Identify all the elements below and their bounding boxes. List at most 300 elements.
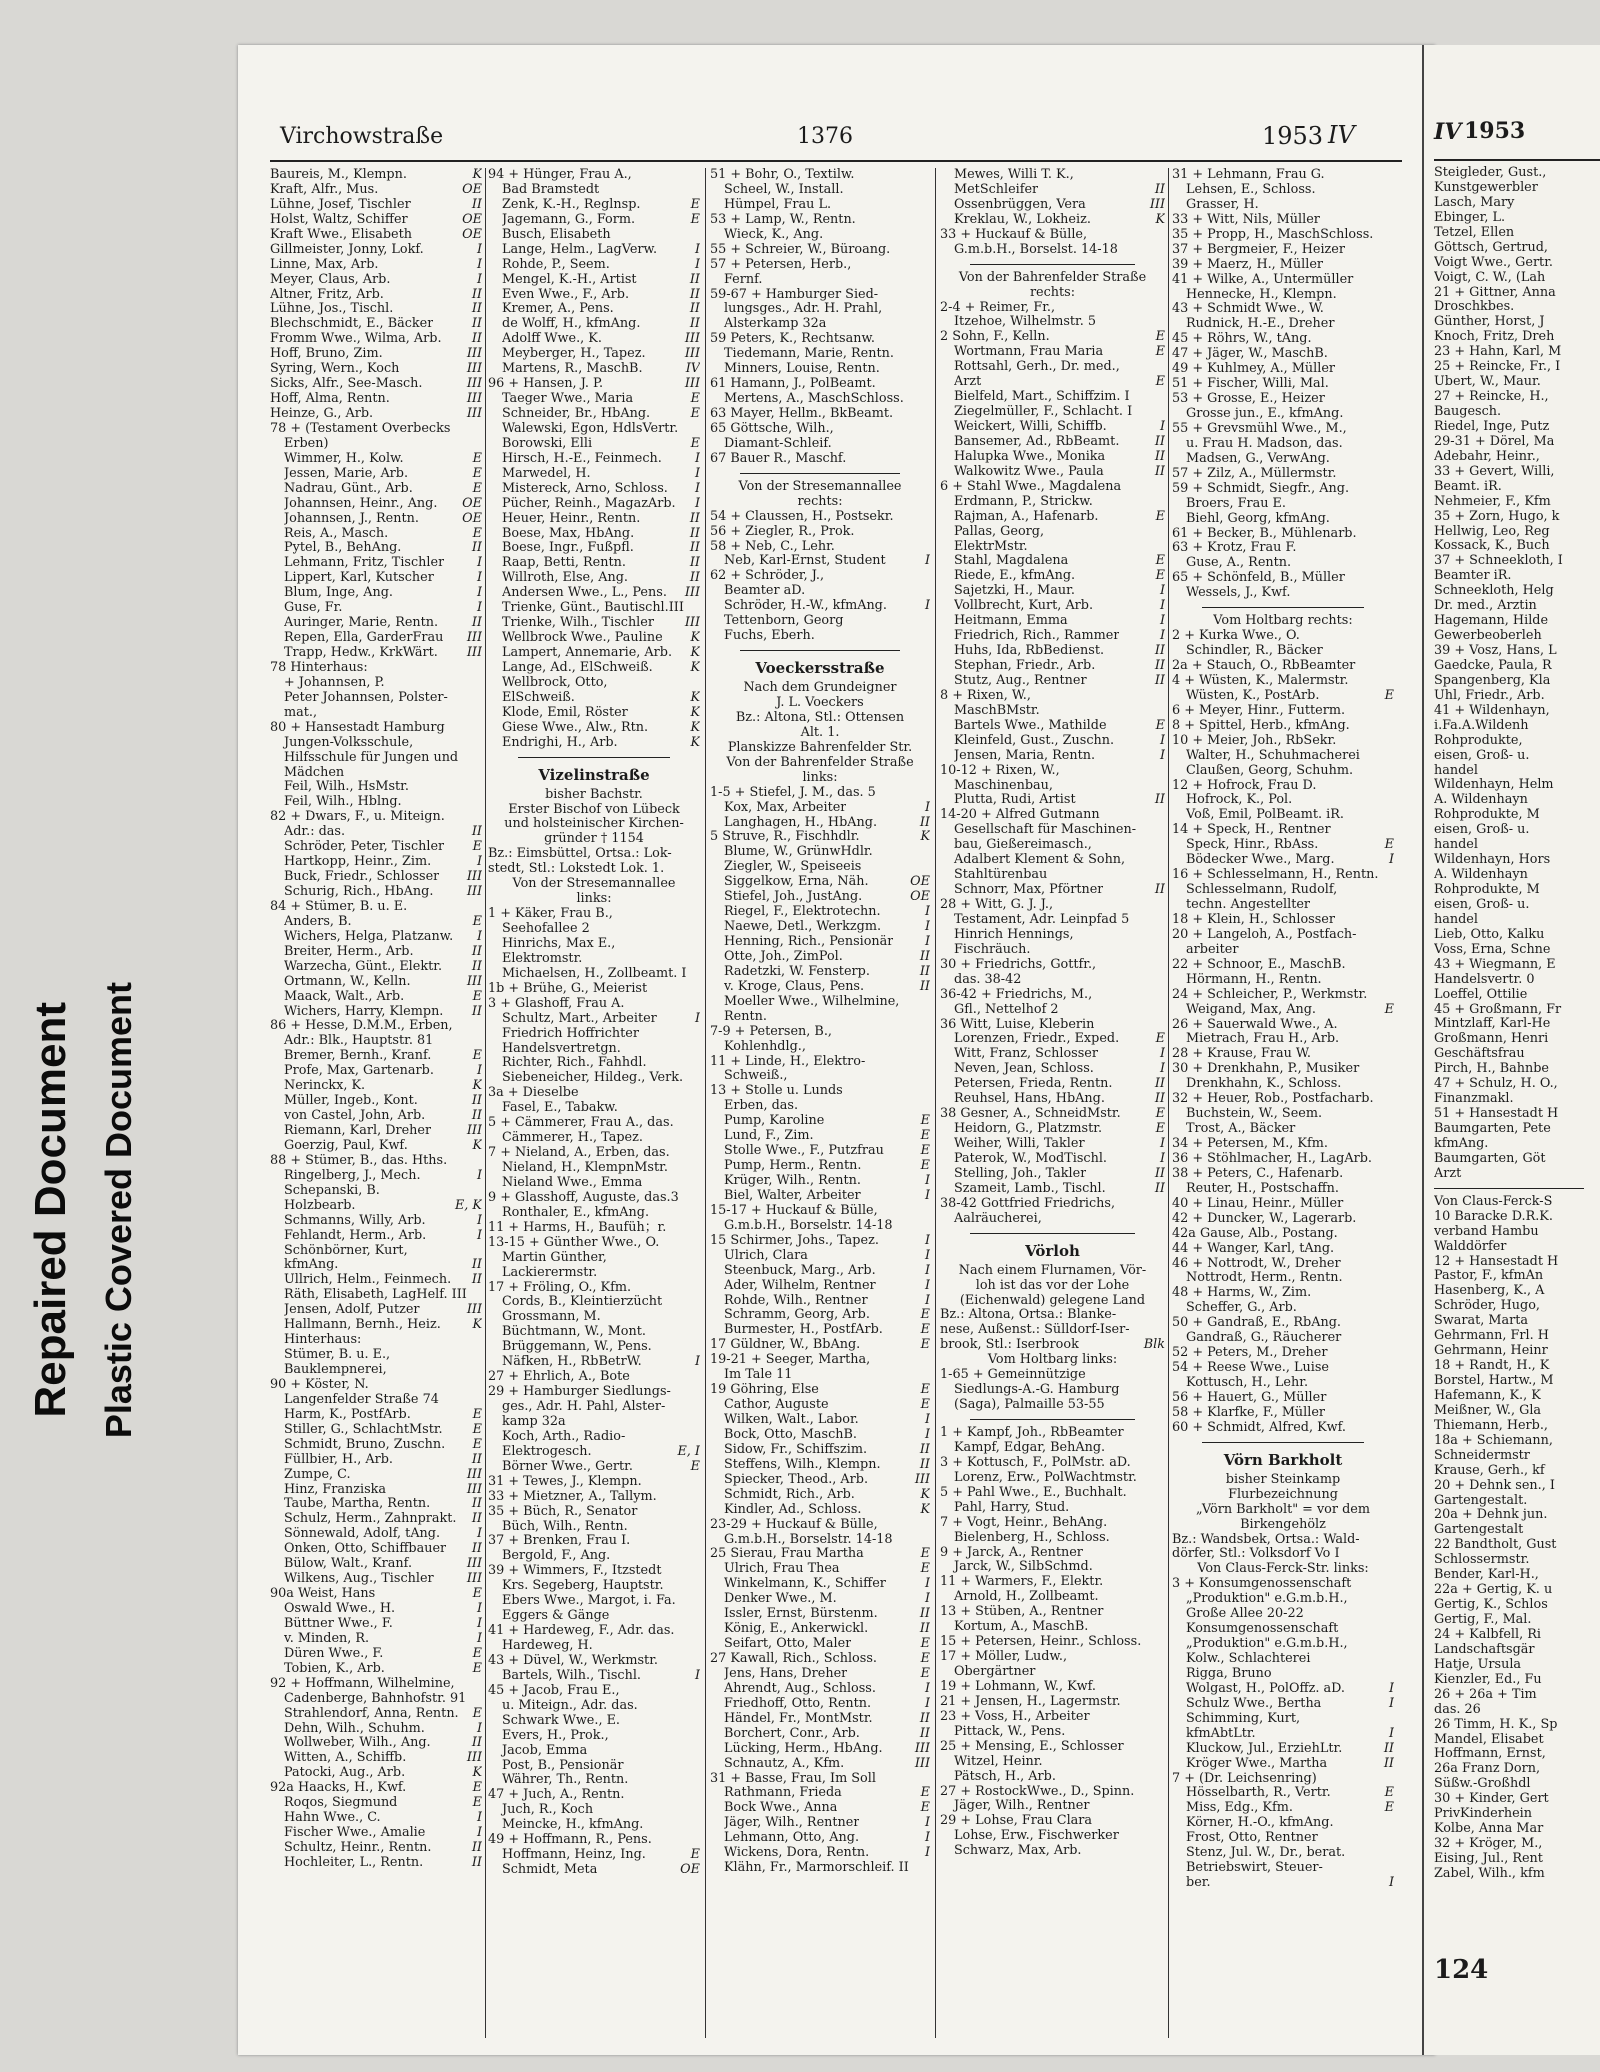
- directory-entry: [270, 527, 482, 542]
- street-note: Alt. 1.: [800, 725, 840, 740]
- entry-name: Klode, Emil, Röster: [502, 705, 628, 720]
- directory-entry: Michaelsen, H., Zollbeamt. I: [502, 966, 687, 981]
- entry-name: Raap, Betti, Rentn.: [502, 556, 626, 571]
- entry-name: Kluckow, Jul., ErziehLtr.: [1186, 1741, 1343, 1756]
- column-divider: [935, 168, 936, 2038]
- directory-entry: Kunstgewerbler: [1434, 180, 1538, 195]
- directory-entry: Rigga, Bruno: [1186, 1666, 1272, 1681]
- entry-floor: I: [924, 1816, 930, 1831]
- street-note: rechts:: [1029, 285, 1076, 300]
- street-note: (Eichenwald) gelegene Land: [959, 1293, 1146, 1308]
- directory-entry: [710, 890, 930, 905]
- directory-entry: Uhl, Friedr., Arb.: [1434, 688, 1545, 703]
- directory-entry: [940, 659, 1165, 674]
- directory-entry: Pallas, Georg,: [954, 524, 1045, 539]
- directory-entry: Wildenhayn, Hors: [1434, 853, 1551, 868]
- directory-entry: [270, 1796, 482, 1811]
- directory-entry: Reuter, H., Postschaffn.: [1186, 1181, 1339, 1196]
- entry-floor: E: [920, 1562, 930, 1577]
- entry-name: Wickens, Dora, Rentn.: [724, 1846, 870, 1861]
- entry-name: Repen, Ella, GarderFrau: [284, 631, 444, 646]
- directory-entry: [1172, 853, 1394, 868]
- directory-entry: 54 + Claussen, H., Postsekr.: [710, 509, 894, 524]
- directory-entry: Grossmann, M.: [502, 1310, 601, 1325]
- directory-entry: Gartengestalt.: [1434, 1493, 1528, 1508]
- directory-entry: Gertig, F., Mal.: [1434, 1613, 1532, 1627]
- directory-entry: Elektromstr.: [502, 951, 583, 966]
- entry-floor: III: [466, 1124, 482, 1138]
- entry-floor: I: [1159, 1062, 1165, 1077]
- entry-floor: I: [924, 1846, 930, 1861]
- directory-entry: 13 + Stolle u. Lunds: [710, 1084, 843, 1099]
- directory-entry: [488, 302, 700, 317]
- directory-entry: [940, 674, 1165, 689]
- directory-entry: 32 + Heuer, Rob., Postfacharb.: [1172, 1092, 1374, 1107]
- directory-entry: [488, 571, 700, 586]
- directory-entry: 2-4 + Reimer, Fr.,: [940, 300, 1056, 315]
- directory-entry: [270, 1512, 482, 1527]
- directory-entry: 78 + (Testament Overbecks: [270, 421, 451, 436]
- entry-name: Lange, Ad., ElSchweiß.: [502, 660, 653, 675]
- directory-entry: [710, 1308, 930, 1323]
- directory-entry: Adebahr, Heinr.,: [1434, 449, 1540, 464]
- directory-entry: Ziegelmüller, F., Schlacht. I: [954, 405, 1133, 420]
- entry-name: Guse, Fr.: [284, 601, 343, 616]
- street-note: gründer † 1154: [544, 832, 644, 847]
- directory-entry: [940, 1137, 1165, 1152]
- directory-entry: Buchstein, W., Seem.: [1186, 1107, 1323, 1122]
- entry-floor: II: [1154, 449, 1165, 464]
- entry-name: Petersen, Frieda, Rentn.: [954, 1077, 1113, 1092]
- directory-entry: [710, 1682, 930, 1697]
- directory-entry: [270, 571, 482, 586]
- entry-name: Lühne, Jos., Tischl.: [270, 302, 394, 317]
- directory-entry: [940, 1032, 1165, 1047]
- directory-entry: 63 + Krotz, Frau F.: [1172, 541, 1297, 556]
- directory-entry: [710, 1114, 930, 1129]
- entry-name: 92a Haacks, H., Kwf.: [270, 1781, 407, 1796]
- stamp-line-1: Repaired Document: [26, 1002, 75, 1418]
- directory-entry: Drenkhahn, K., Schloss.: [1186, 1077, 1342, 1092]
- directory-entry: Mertens, A., MaschSchloss.: [724, 392, 904, 407]
- directory-entry: [270, 870, 482, 885]
- entry-floor: I: [694, 242, 700, 257]
- directory-entry: [270, 1632, 482, 1647]
- directory-entry: nese, Außenst.: Sülldorf-Iser-: [940, 1323, 1130, 1338]
- directory-entry: Gartengestalt: [1434, 1523, 1524, 1538]
- column-divider: [705, 168, 706, 2038]
- directory-entry: [710, 1712, 930, 1727]
- directory-entry: [940, 1338, 1165, 1353]
- directory-entry: [710, 1727, 930, 1742]
- page-year: 1953: [1262, 122, 1324, 150]
- directory-entry: 1b + Brühe, G., Meierist: [488, 981, 648, 996]
- entry-name: Stiefel, Joh., JustAng.: [724, 890, 863, 905]
- entry-name: Paterok, W., ModTischl.: [954, 1151, 1107, 1166]
- entry-floor: E: [920, 1323, 930, 1338]
- directory-entry: [710, 1398, 930, 1413]
- directory-entry: bau, Gießereimasch.,: [954, 838, 1092, 853]
- entry-name: Issler, Ernst, Bürstenm.: [724, 1607, 878, 1622]
- entry-floor: E: [472, 1407, 482, 1422]
- entry-name: Schulz, Herm., Zahnprakt.: [284, 1512, 457, 1527]
- entry-floor: I: [1159, 1047, 1165, 1062]
- entry-name: Händel, Fr., MontMstr.: [724, 1711, 873, 1726]
- directory-entry: [710, 816, 930, 831]
- directory-entry: [1172, 1757, 1394, 1772]
- entry-name: Sajetzki, H., Maur.: [954, 584, 1075, 599]
- entry-floor: III: [684, 616, 700, 631]
- entry-floor: I: [924, 905, 930, 920]
- directory-entry: 18a + Schiemann,: [1434, 1433, 1553, 1448]
- entry-floor: III: [466, 1482, 482, 1497]
- entry-name: Bock, Otto, MaschB.: [724, 1427, 857, 1442]
- directory-entry: [270, 1662, 482, 1677]
- directory-entry: [270, 1647, 482, 1662]
- directory-entry: [270, 1856, 482, 1871]
- directory-entry: Pittack, W., Pens.: [954, 1724, 1066, 1739]
- directory-entry: [488, 392, 700, 407]
- directory-entry: Diamant-Schleif.: [724, 436, 832, 451]
- directory-entry: [940, 435, 1165, 450]
- directory-entry: Meißner, W., Gla: [1434, 1403, 1542, 1418]
- directory-entry: [270, 1199, 482, 1214]
- entry-floor: II: [1383, 1756, 1394, 1771]
- entry-name: Sicks, Alfr., See-Masch.: [270, 377, 423, 392]
- directory-entry: G.m.b.H., Borselst. 14-18: [954, 242, 1118, 257]
- section-rule: [740, 473, 900, 474]
- directory-entry: Rudnick, H.-E., Dreher: [1186, 317, 1335, 332]
- directory-entry: [270, 586, 482, 601]
- directory-entry: [270, 1453, 482, 1468]
- entry-floor: III: [466, 1751, 482, 1766]
- directory-entry: 31 + Tewes, J., Klempn.: [488, 1474, 642, 1489]
- entry-floor: III: [466, 974, 482, 989]
- entry-floor: III: [684, 332, 700, 347]
- entry-floor: II: [1154, 182, 1165, 197]
- entry-floor: E: [1155, 718, 1165, 733]
- entry-floor: II: [919, 1607, 930, 1622]
- entry-floor: II: [471, 541, 482, 556]
- directory-entry: dörfer, Stl.: Volksdorf Vo I: [1172, 1547, 1340, 1562]
- entry-name: Nerinckx, K.: [284, 1079, 366, 1094]
- directory-entry: 26a Franz Dorn,: [1434, 1762, 1541, 1777]
- directory-entry: [710, 1577, 930, 1592]
- directory-entry: [1172, 1682, 1394, 1697]
- directory-entry: 50 + Gandraß, E., RbAng.: [1172, 1316, 1341, 1331]
- directory-entry: 61 Hamann, J., PolBeamt.: [710, 377, 876, 392]
- entry-floor: I: [924, 554, 930, 569]
- directory-entry: [710, 980, 930, 995]
- entry-name: Adolff Wwe., K.: [502, 332, 602, 347]
- page-volume: IV: [1328, 121, 1355, 149]
- directory-entry: Hoffmann, Ernst,: [1434, 1747, 1546, 1762]
- directory-entry: [270, 213, 482, 228]
- directory-entry: [270, 975, 482, 990]
- directory-entry: Hafemann, K., K: [1434, 1388, 1541, 1403]
- entry-name: Denker Wwe., M.: [724, 1592, 837, 1607]
- directory-entry: 61 + Becker, B., Mühlenarb.: [1172, 526, 1357, 541]
- directory-entry: [710, 1443, 930, 1458]
- entry-floor: E: [1384, 1786, 1394, 1801]
- entry-name: Wilkens, Aug., Tischler: [284, 1572, 434, 1587]
- directory-entry: Borstel, Hartw., M: [1434, 1374, 1554, 1388]
- directory-entry: [710, 1488, 930, 1503]
- directory-entry: [940, 554, 1165, 569]
- entry-floor: OE: [462, 511, 482, 526]
- directory-entry: [270, 1617, 482, 1632]
- entry-name: 25 Sierau, Frau Martha: [710, 1547, 864, 1562]
- entry-floor: E: [690, 1459, 700, 1474]
- repair-stamp: [0, 950, 168, 1470]
- directory-entry: Büch, Wilh., Rentn.: [502, 1519, 628, 1534]
- directory-entry: Schwark Wwe., E.: [502, 1713, 620, 1728]
- entry-floor: E: [472, 1796, 482, 1811]
- directory-entry: [270, 1064, 482, 1079]
- entry-floor: I: [476, 242, 482, 257]
- entry-name: Wilken, Walt., Labor.: [724, 1413, 859, 1427]
- directory-entry: [940, 614, 1165, 629]
- entry-name: Riegel, F., Elektrotechn.: [724, 905, 881, 920]
- directory-entry: Obergärtner: [954, 1665, 1036, 1679]
- entry-name: Wolgast, H., PolOffz. aD.: [1186, 1681, 1345, 1696]
- entry-name: Lund, F., Zim.: [724, 1129, 814, 1144]
- entry-name: Hirsch, H.-E., Feinmech.: [502, 451, 662, 466]
- directory-entry: [710, 1562, 930, 1577]
- entry-name: Kleinfeld, Gust., Zuschn.: [954, 733, 1115, 748]
- directory-entry: Süßw.-Großhdl: [1434, 1777, 1531, 1792]
- directory-entry: Wellbrock, Otto,: [502, 675, 608, 690]
- street-note: Erster Bischof von Lübeck: [508, 802, 680, 817]
- entry-floor: IV: [685, 362, 700, 377]
- entry-floor: I: [924, 920, 930, 935]
- directory-entry: 10 + Meier, Joh., RbSekr.: [1172, 733, 1337, 748]
- entry-name: 17 Güldner, W., BbAng.: [710, 1338, 861, 1353]
- directory-entry: 41 + Wilke, A., Untermüller: [1172, 272, 1354, 287]
- directory-entry: [710, 1831, 930, 1846]
- entry-name: 2 Sohn, F., Kelln.: [940, 330, 1050, 345]
- entry-name: Stephan, Friedr., Arb.: [954, 659, 1096, 673]
- directory-entry: [710, 599, 930, 614]
- directory-entry: 47 + Jäger, W., MaschB.: [1172, 347, 1328, 362]
- directory-entry: [710, 1144, 930, 1159]
- entry-floor: III: [914, 1756, 930, 1771]
- entry-name: Vollbrecht, Kurt, Arb.: [954, 599, 1094, 614]
- entry-name: Martens, R., MaschB.: [502, 362, 643, 377]
- entry-name: Halupka Wwe., Monika: [954, 449, 1106, 464]
- directory-entry: [270, 228, 482, 243]
- directory-entry: 47 + Juch, A., Rentn.: [488, 1788, 625, 1803]
- directory-entry: [488, 1848, 700, 1863]
- directory-entry: 23 + Hahn, Karl, M: [1434, 345, 1562, 360]
- directory-entry: Riedel, Inge, Putz: [1434, 419, 1550, 434]
- directory-entry: 56 + Hauert, G., Müller: [1172, 1390, 1327, 1405]
- directory-entry: 47 + Schulz, H. O.,: [1434, 1077, 1558, 1092]
- directory-entry: G.m.b.H., Borselstr. 14-18: [724, 1218, 893, 1233]
- directory-entry: eisen, Groß- u.: [1434, 897, 1530, 912]
- directory-entry: [940, 330, 1165, 345]
- entry-name: Wichers, Helga, Platzanw.: [284, 929, 454, 944]
- entry-floor: II: [471, 1258, 482, 1273]
- entry-floor: II: [689, 317, 700, 332]
- section-rule: [518, 757, 670, 758]
- directory-entry: 1-65 + Gemeinnützige: [940, 1368, 1086, 1383]
- entry-name: Spiecker, Theod., Arb.: [724, 1472, 869, 1487]
- entry-name: Langhagen, H., HbAng.: [724, 815, 878, 830]
- directory-entry: 22a + Gertig, K. u: [1434, 1583, 1553, 1598]
- directory-entry: [940, 345, 1165, 360]
- directory-entry: 11 + Linde, H., Elektro-: [710, 1054, 866, 1069]
- entry-floor: E: [472, 1049, 482, 1064]
- entry-name: Börner Wwe., Gertr.: [502, 1459, 633, 1474]
- entry-floor: II: [689, 287, 700, 302]
- directory-entry: [940, 465, 1165, 480]
- directory-entry: Voigt, C. W., (Lah: [1434, 270, 1546, 285]
- entry-floor: E: [472, 1646, 482, 1661]
- entry-name: Kraft, Alfr., Mus.: [270, 182, 379, 197]
- directory-entry: Ebinger, L.: [1434, 210, 1506, 225]
- directory-entry: Lohse, Erw., Fischwerker: [954, 1829, 1119, 1844]
- entry-name: Witt, Franz, Schlosser: [954, 1047, 1098, 1062]
- directory-entry: [270, 1109, 482, 1124]
- entry-name: Onken, Otto, Schiffbauer: [284, 1542, 447, 1557]
- entry-floor: E: [1155, 1107, 1165, 1122]
- directory-entry: Thiemann, Herb.,: [1434, 1418, 1549, 1433]
- directory-entry: 31 + Lehmann, Frau G.: [1172, 168, 1325, 182]
- directory-entry: 92 + Hoffmann, Wilhelmine,: [270, 1676, 455, 1691]
- directory-entry: 43 + Wiegmann, E: [1434, 957, 1556, 972]
- entry-floor: II: [1154, 1092, 1165, 1107]
- directory-entry: [710, 1697, 930, 1712]
- entry-name: Hochleiter, L., Rentn.: [284, 1855, 424, 1870]
- page-title: Virchowstraße: [280, 124, 444, 149]
- entry-floor: III: [684, 377, 700, 392]
- directory-entry: Währer, Th., Rentn.: [502, 1773, 629, 1788]
- entry-floor: E: [472, 466, 482, 481]
- directory-entry: 16 + Schlesselmann, H., Rentn.: [1172, 868, 1379, 883]
- directory-entry: Krause, Gerh., kf: [1434, 1463, 1545, 1478]
- directory-entry: [270, 1423, 482, 1438]
- directory-entry: 11 + Warmers, F., Elektr.: [940, 1575, 1104, 1590]
- entry-floor: II: [471, 1841, 482, 1855]
- entry-floor: E, K: [454, 1198, 482, 1213]
- directory-entry: [940, 734, 1165, 749]
- entry-floor: K: [690, 705, 700, 720]
- entry-name: Wortmann, Frau Maria: [954, 345, 1104, 360]
- entry-floor: II: [1383, 1741, 1394, 1756]
- directory-entry: Schneidermstr: [1434, 1448, 1530, 1463]
- directory-entry: „Produktion" e.G.m.b.H.,: [1186, 1637, 1348, 1652]
- adjacent-page: [1422, 45, 1600, 2055]
- directory-entry: Schönbörner, Kurt,: [284, 1243, 408, 1258]
- entry-name: Johannsen, Heinr., Ang.: [284, 496, 438, 511]
- directory-entry: Erben, das.: [724, 1099, 799, 1114]
- entry-floor: I: [924, 1263, 930, 1278]
- section-rule: [970, 264, 1135, 265]
- directory-entry: 36 + Stöhlmacher, H., LagArb.: [1172, 1151, 1372, 1166]
- entry-floor: K: [472, 1079, 482, 1094]
- entry-name: Trapp, Hedw., KrkWärt.: [284, 646, 438, 660]
- entry-floor: I: [476, 1811, 482, 1826]
- entry-floor: I: [924, 1831, 930, 1846]
- directory-entry: [270, 1527, 482, 1542]
- entry-floor: I: [924, 1293, 930, 1308]
- directory-entry: 14 + Speck, H., Rentner: [1172, 823, 1331, 838]
- directory-entry: Voigt Wwe., Gertr.: [1434, 255, 1553, 270]
- directory-entry: Aalräucherei,: [954, 1211, 1042, 1226]
- entry-name: Witten, A., Schiffb.: [284, 1751, 407, 1766]
- directory-entry: [270, 1736, 482, 1751]
- entry-name: Düren Wwe., F.: [284, 1646, 384, 1661]
- directory-entry: 28 + Witt, G. J. J.,: [940, 898, 1054, 912]
- directory-entry: 18 + Klein, H., Schlosser: [1172, 912, 1335, 927]
- directory-entry: 1-5 + Stiefel, J. M., das. 5: [710, 785, 876, 800]
- directory-entry: [1172, 1697, 1394, 1712]
- entry-name: Rohde, P., Seem.: [502, 257, 610, 272]
- directory-entry: [270, 1497, 482, 1512]
- directory-entry: Büchtmann, W., Mont.: [502, 1325, 646, 1340]
- directory-entry: 29 + Hamburger Siedlungs-: [488, 1385, 671, 1400]
- header-rule: [270, 160, 1402, 162]
- directory-entry: Arnold, H., Zollbeamt.: [954, 1590, 1099, 1605]
- directory-entry: 26 Timm, H. K., Sp: [1434, 1717, 1558, 1732]
- entry-name: Weigand, Max, Ang.: [1186, 1002, 1316, 1017]
- entry-floor: II: [1154, 464, 1165, 479]
- directory-entry: [270, 243, 482, 258]
- directory-entry: Walddörfer: [1434, 1239, 1507, 1254]
- page-number: 1376: [797, 124, 853, 149]
- directory-entry: [270, 332, 482, 347]
- directory-entry: 48 + Harms, W., Zim.: [1172, 1286, 1312, 1301]
- directory-entry: Handelsvertretgn.: [502, 1041, 621, 1056]
- entry-name: Pump, Herm., Rentn.: [724, 1159, 862, 1174]
- directory-entry: 22 Bandtholt, Gust: [1434, 1538, 1557, 1553]
- entry-floor: E: [472, 1781, 482, 1796]
- entry-floor: I: [476, 1168, 482, 1183]
- entry-floor: I: [924, 800, 930, 815]
- entry-name: Büttner Wwe., F.: [284, 1616, 393, 1631]
- directory-entry: 56 + Ziegler, R., Prok.: [710, 524, 855, 539]
- entry-floor: E: [472, 1437, 482, 1452]
- directory-entry: 37 + Schneekloth, I: [1434, 554, 1563, 569]
- directory-entry: [270, 1318, 482, 1333]
- directory-entry: Mewes, Willi T. K.,: [954, 168, 1074, 182]
- directory-entry: [1172, 1801, 1394, 1816]
- directory-entry: Erdmann, P., Strickw.: [954, 494, 1093, 509]
- directory-entry: Langenfelder Straße 74: [284, 1392, 439, 1407]
- entry-floor: II: [689, 571, 700, 586]
- entry-name: Syring, Wern., Koch: [270, 362, 400, 377]
- entry-name: Näfken, H., RbBetrW.: [502, 1355, 642, 1370]
- directory-entry: Lasch, Mary: [1434, 195, 1515, 210]
- entry-name: Bartels Wwe., Mathilde: [954, 718, 1107, 733]
- street-note: Vom Holtbarg links:: [987, 1353, 1118, 1368]
- entry-floor: E: [472, 1422, 482, 1437]
- directory-entry: [940, 883, 1165, 898]
- entry-floor: E: [690, 1848, 700, 1863]
- entry-name: Kox, Max, Arbeiter: [724, 800, 847, 815]
- directory-entry: 34 + Petersen, M., Kfm.: [1172, 1137, 1328, 1151]
- entry-name: Heuer, Heinr., Rentn.: [502, 511, 641, 526]
- entry-floor: II: [471, 302, 482, 317]
- directory-entry: Scheffer, G., Arb.: [1186, 1301, 1297, 1316]
- directory-entry: [270, 407, 482, 422]
- directory-entry: Hardeweg, H.: [502, 1639, 593, 1653]
- directory-entry: [488, 452, 700, 467]
- entry-name: Neven, Jean, Schloss.: [954, 1062, 1094, 1077]
- directory-entry: Evers, H., Prok.,: [502, 1728, 609, 1743]
- directory-entry: [710, 1592, 930, 1607]
